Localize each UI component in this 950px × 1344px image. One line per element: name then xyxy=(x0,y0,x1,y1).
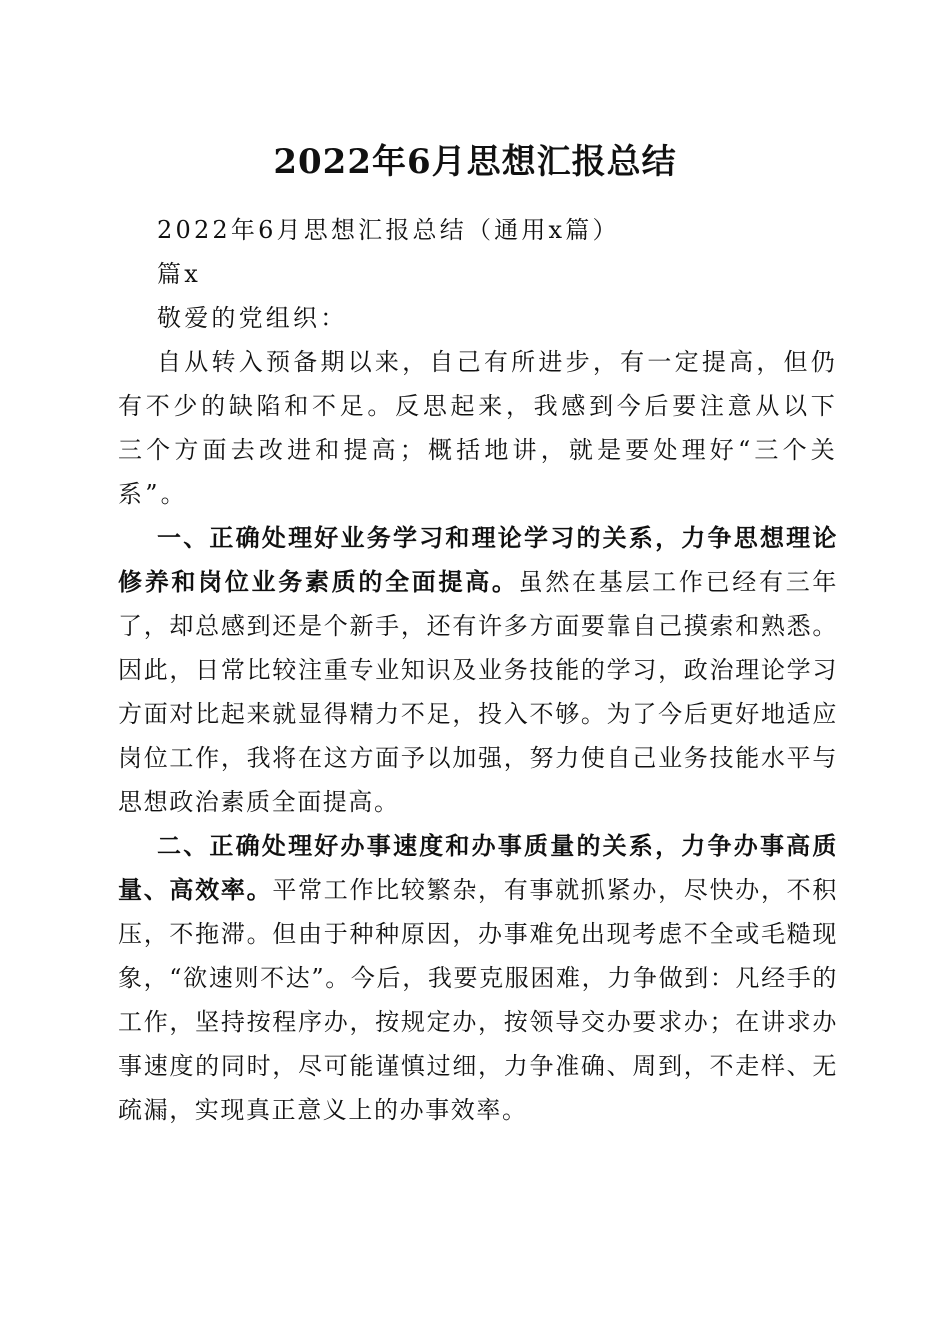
point-one-heading: 一、正确处理好业务学习和理论学习的关系，力争思想理论修养和岗位业务素质的全面提高。 xyxy=(118,524,838,596)
salutation: 敬爱的党组织： xyxy=(157,304,348,332)
subtitle-paragraph: 2022年6月思想汇报总结（通用x篇） xyxy=(157,216,620,244)
document-body xyxy=(118,208,838,1132)
point-two-text: 平常工作比较繁杂，有事就抓紧办，尽快办，不积压，不拖滞。但由于种种原因，办事难免出现考虑不全或毛糙现象，“欲速则不达”。今后，我要克服困难，力争做到：凡经手的工作，坚持按程序办，按规定办，按领导交办要求办；在讲求办事速度的同时，尽可能谨慎过细，力争准确、周到，不走样、无疏漏，实现真正意义上的办事效率。 xyxy=(118,876,838,1124)
section-label: 篇x xyxy=(157,260,201,288)
document-title: 2022年6月思想汇报总结 xyxy=(273,142,677,182)
intro-paragraph: 自从转入预备期以来，自己有所进步，有一定提高，但仍有不少的缺陷和不足。反思起来，我感到今后要注意从以下三个方面去改进和提高；概括地讲，就是要处理好“三个关系”。 xyxy=(118,348,838,508)
point-one-paragraph xyxy=(118,516,838,824)
point-one-text: 虽然在基层工作已经有三年了，却总感到还是个新手，还有许多方面要靠自己摸索和熟悉。因此，日常比较注重专业知识及业务技能的学习，政治理论学习方面对比起来就显得精力不足，投入不够。为了今后更好地适应岗位工作，我将在这方面予以加强，努力使自己业务技能水平与思想政治素质全面提高。 xyxy=(118,568,839,816)
point-two-heading: 二、正确处理好办事速度和办事质量的关系，力争办事高质量、高效率。 xyxy=(118,832,838,904)
point-two-paragraph xyxy=(118,824,838,1132)
